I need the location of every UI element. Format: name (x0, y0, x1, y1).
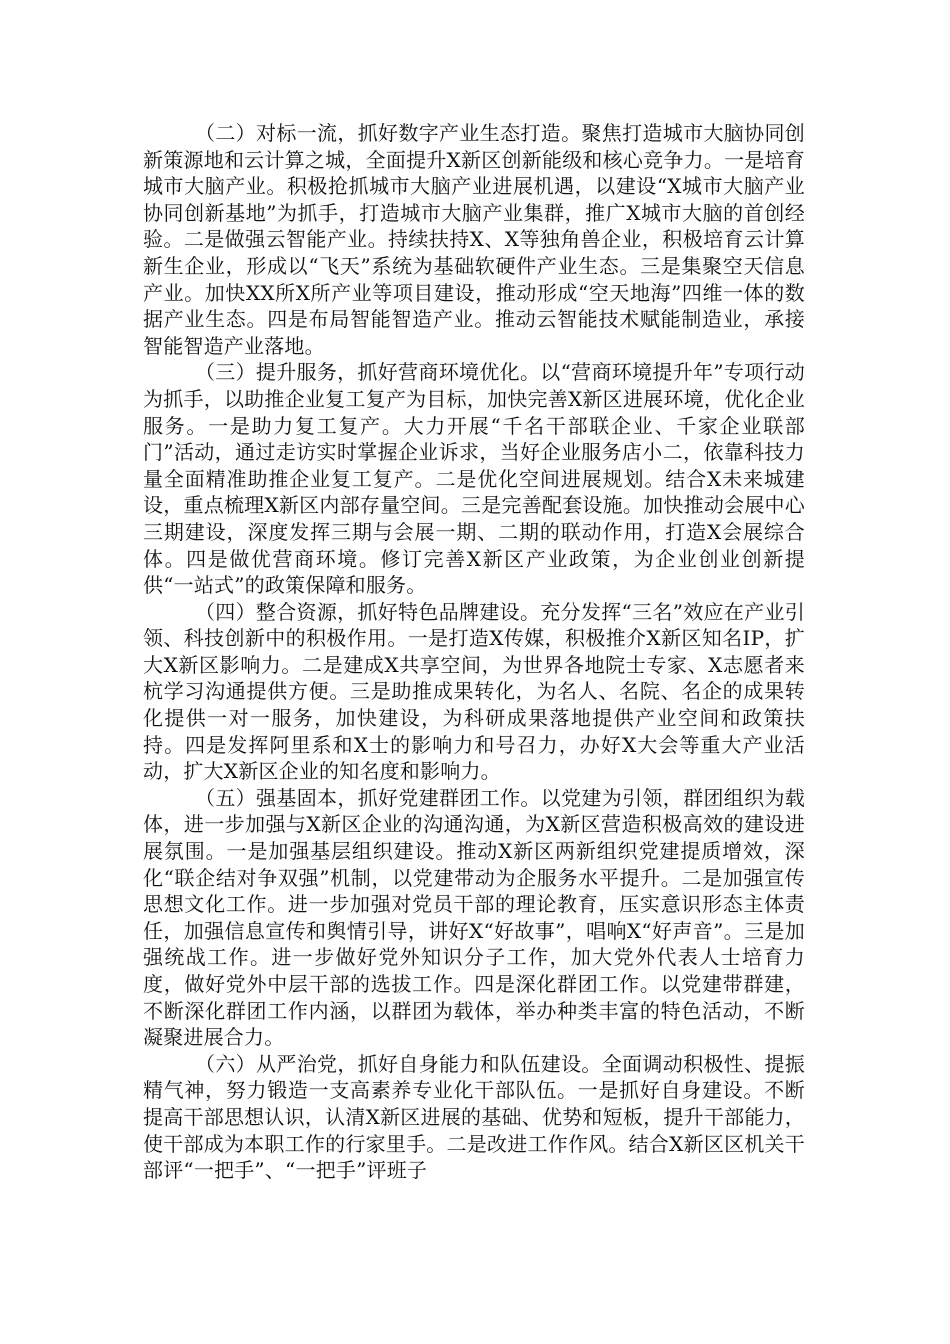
paragraph-team-building: （六）从严治党，抓好自身能力和队伍建设。全面调动积极性、提振精气神，努力锻造一支高素养专业化干部队伍。一是抓好自身建设。不断提高干部思想认识，认清X新区进展的基础、优势和短板，提升干部能力，使干部成为本职工作的行家里手。二是改进工作作风。结合X新区区机关干部评“一把手”、“一把手”评班子 (143, 1051, 805, 1183)
paragraph-business-environment: （三）提升服务，抓好营商环境优化。以“营商环境提升年”专项行动为抓手，以助推企业复工复产为目标，加快完善X新区进展环境，优化企业服务。一是助力复工复产。大力开展“千名干部联企业、千家企业联部门”活动，通过走访实时掌握企业诉求，当好企业服务店小二，依靠科技力量全面精准助推企业复工复产。二是优化空间进展规划。结合X未来城建设，重点梳理X新区内部存量空间。三是完善配套设施。加快推动会展中心三期建设，深度发挥三期与会展一期、二期的联动作用，打造X会展综合体。四是做优营商环境。修订完善X新区产业政策，为企业创业创新提供“一站式”的政策保障和服务。 (143, 360, 805, 598)
paragraph-brand-building: （四）整合资源，抓好特色品牌建设。充分发挥“三名”效应在产业引领、科技创新中的积极作用。一是打造X传媒，积极推介X新区知名IP，扩大X新区影响力。二是建成X共享空间，为世界各地院士专家、X志愿者来杭学习沟通提供方便。三是助推成果转化，为名人、名院、名企的成果转化提供一对一服务，加快建设，为科研成果落地提供产业空间和政策扶持。四是发挥阿里系和X士的影响力和号召力，办好X大会等重大产业活动，扩大X新区企业的知名度和影响力。 (143, 599, 805, 784)
paragraph-party-building: （五）强基固本，抓好党建群团工作。以党建为引领，群团组织为载体，进一步加强与X新区企业的沟通沟通，为X新区营造积极高效的建设进展氛围。一是加强基层组织建设。推动X新区两新组织党建提质增效，深化“联企结对争双强”机制，以党建带动为企服务水平提升。二是加强宣传思想文化工作。进一步加强对党员干部的理论教育，压实意识形态主体责任，加强信息宣传和舆情引导，讲好X“好故事”，唱响X“好声音”。三是加强统战工作。进一步做好党外知识分子工作，加大党外代表人士培育力度，做好党外中层干部的选拔工作。四是深化群团工作。以党建带群建，不断深化群团工作内涵，以群团为载体，举办种类丰富的特色活动，不断凝聚进展合力。 (143, 785, 805, 1050)
paragraph-digital-industry: （二）对标一流，抓好数字产业生态打造。聚焦打造城市大脑协同创新策源地和云计算之城，全面提升X新区创新能级和核心竞争力。一是培育城市大脑产业。积极抢抓城市大脑产业进展机遇，以建设“X城市大脑产业协同创新基地”为抓手，打造城市大脑产业集群，推广X城市大脑的首创经验。二是做强云智能产业。持续扶持X、X等独角兽企业，积极培育云计算新生企业，形成以“飞天”系统为基础软硬件产业生态。三是集聚空天信息产业。加快XX所X所产业等项目建设，推动形成“空天地海”四维一体的数据产业生态。四是布局智能智造产业。推动云智能技术赋能制造业，承接智能智造产业落地。 (143, 121, 805, 358)
document-body (143, 120, 805, 1184)
